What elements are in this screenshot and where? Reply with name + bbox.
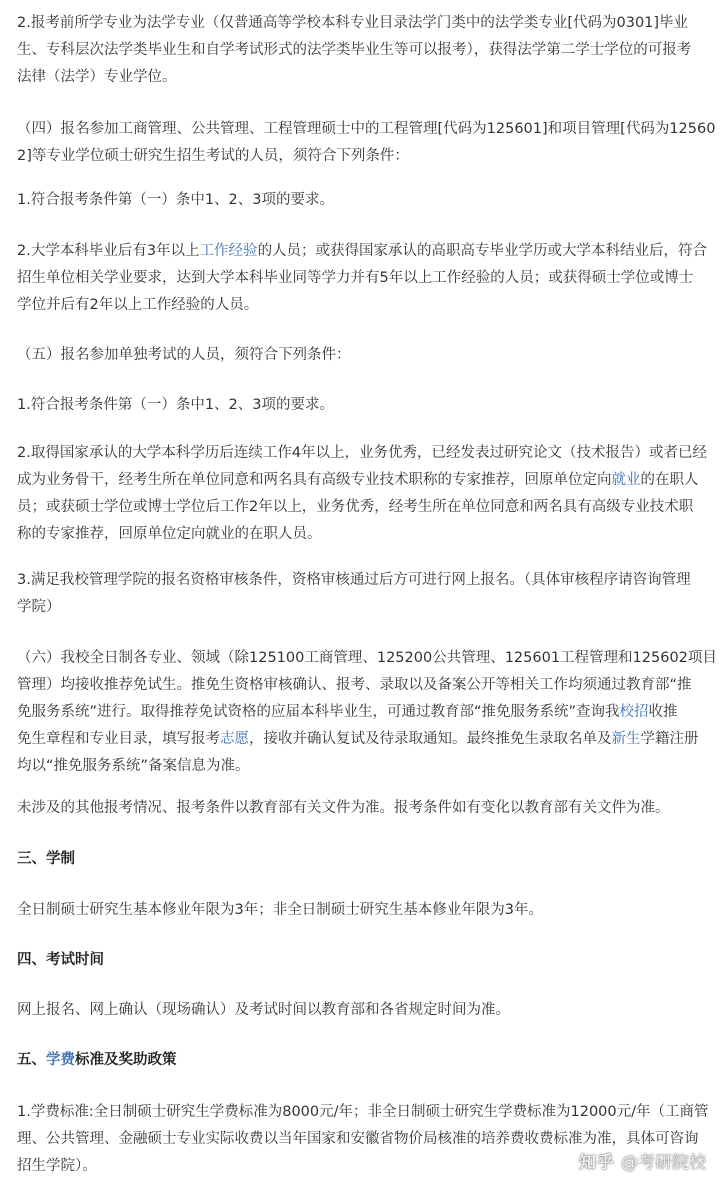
text-segment: 标准及奖助政策 <box>75 1052 177 1068</box>
text-line <box>17 897 703 924</box>
paragraph <box>17 645 717 780</box>
section-heading <box>17 947 703 974</box>
text-line <box>17 116 716 143</box>
inline-link[interactable]: 工作经验 <box>199 243 258 259</box>
text-line <box>17 392 703 419</box>
inline-link[interactable]: 就业 <box>611 472 641 488</box>
text-line <box>17 143 703 170</box>
text-segment: 管理）均接收推荐免试生。推免生资格审核确认、报考、录取以及备案公开等相关工作均须通过教育部“推 <box>17 677 692 693</box>
text-line <box>17 342 703 369</box>
text-segment: 1.学费标准:全日制硕士研究生学费标准为8000元/年；非全日制硕士研究生学费标准为12000元/年（工商管 <box>17 1104 709 1120</box>
text-line <box>17 846 703 873</box>
text-segment: （五）报名参加单独考试的人员，须符合下列条件： <box>17 347 351 363</box>
paragraph <box>17 997 703 1024</box>
text-segment: 学籍注册 <box>640 731 699 747</box>
text-line <box>17 521 703 548</box>
text-segment: 的在职人 <box>640 472 699 488</box>
text-line <box>17 467 703 494</box>
text-segment: 招生单位相关学业要求，达到大学本科毕业同等学力并有5年以上工作经验的人员；或获得硕士学位或博士 <box>17 270 694 286</box>
text-line <box>17 645 717 672</box>
text-segment: 2.报考前所学专业为法学专业（仅普通高等学校本科专业目录法学门类中的法学类专业[代码为0301]毕业 <box>17 15 689 31</box>
text-segment: （四）报名参加工商管理、公共管理、工程管理硕士中的工程管理[代码为125601]和项目管理[代码为12560 <box>17 121 716 137</box>
section-heading <box>17 846 703 873</box>
text-line <box>17 567 703 594</box>
text-segment: 均以“推免服务系统”备案信息为准。 <box>17 758 250 774</box>
text-segment: 法律（法学）专业学位。 <box>17 69 177 85</box>
text-line <box>17 37 703 64</box>
section-heading <box>17 1047 703 1074</box>
text-segment: 3.满足我校管理学院的报名资格审核条件，资格审核通过后方可进行网上报名。（具体审核程序请咨询管理 <box>17 572 691 588</box>
paragraph <box>17 897 703 924</box>
text-line <box>17 1047 703 1074</box>
inline-link[interactable]: 学费 <box>46 1052 75 1068</box>
text-segment: 全日制硕士研究生基本修业年限为3年；非全日制硕士研究生基本修业年限为3年。 <box>17 902 543 918</box>
zhihu-logo: 知乎 <box>579 1153 615 1173</box>
text-segment: 学院） <box>17 599 61 615</box>
text-segment: 2]等专业学位硕士研究生招生考试的人员，须符合下列条件： <box>17 148 409 164</box>
text-segment: 成为业务骨干，经考生所在单位同意和两名具有高级专业技术职称的专家推荐，回原单位定向 <box>17 472 612 488</box>
text-segment: 理、公共管理、金融硕士专业实际收费以当年国家和安徽省物价局核准的培养费收费标准为准，具体可咨询 <box>17 1131 699 1147</box>
text-segment: 学位并后有2年以上工作经验的人员。 <box>17 297 259 313</box>
text-segment: 未涉及的其他报考情况、报考条件以教育部有关文件为准。报考条件如有变化以教育部有关文件为准。 <box>17 800 670 816</box>
text-segment: 1.符合报考条件第（一）条中1、2、3项的要求。 <box>17 192 335 208</box>
text-segment: 招生学院）。 <box>17 1158 97 1174</box>
text-line <box>17 64 703 91</box>
text-segment: 称的专家推荐，回原单位定向就业的在职人员。 <box>17 526 322 542</box>
zhihu-watermark <box>579 1148 706 1173</box>
inline-link[interactable]: 校招 <box>619 704 649 720</box>
paragraph <box>17 10 703 91</box>
text-line <box>17 753 703 780</box>
text-line <box>17 947 703 974</box>
text-line <box>17 726 703 753</box>
text-line <box>17 997 703 1024</box>
text-line <box>17 187 703 214</box>
text-line <box>17 292 703 319</box>
paragraph <box>17 392 703 419</box>
text-segment: 的人员；或获得国家承认的高职高专毕业学历或大学本科结业后，符合 <box>257 243 708 259</box>
text-segment: 2.大学本科毕业后有3年以上 <box>17 243 200 259</box>
text-line <box>17 440 708 467</box>
paragraph <box>17 567 703 621</box>
text-line <box>17 494 703 521</box>
text-line <box>17 672 703 699</box>
text-line <box>17 10 703 37</box>
paragraph <box>17 342 703 369</box>
text-segment: 员；或获硕士学位或博士学位后工作2年以上，业务优秀，经考生所在单位同意和两名具有高级专业技术职 <box>17 499 694 515</box>
text-segment: 免生章程和专业目录，填写报考 <box>17 731 220 747</box>
paragraph <box>17 116 716 170</box>
inline-link[interactable]: 新生 <box>611 731 641 747</box>
text-segment: 五、 <box>17 1052 46 1068</box>
text-segment: 2.取得国家承认的大学本科学历后连续工作4年以上，业务优秀，已经发表过研究论文（技术报告）或者已经 <box>17 445 708 461</box>
text-line <box>17 795 703 822</box>
text-segment: 收推 <box>648 704 678 720</box>
text-line <box>17 594 703 621</box>
text-line <box>17 238 708 265</box>
inline-link[interactable]: 志愿 <box>220 731 249 747</box>
paragraph <box>17 238 708 319</box>
text-line <box>17 1099 709 1126</box>
watermark-handle: @考研院校 <box>621 1153 706 1173</box>
text-segment: ，接收并确认复试及待录取通知。最终推免生录取名单及 <box>249 731 612 747</box>
text-segment: 网上报名、网上确认（现场确认）及考试时间以教育部和各省规定时间为准。 <box>17 1002 510 1018</box>
text-segment: 三、学制 <box>17 851 75 867</box>
text-segment: 四、考试时间 <box>17 952 104 968</box>
text-segment: 生、专科层次法学类毕业生和自学考试形式的法学类毕业生等可以报考），获得法学第二学士学位的可报考 <box>17 42 692 58</box>
text-segment: 免服务系统”进行。取得推荐免试资格的应届本科毕业生，可通过教育部“推免服务系统”查询我 <box>17 704 620 720</box>
paragraph <box>17 187 703 214</box>
text-line <box>17 699 703 726</box>
paragraph <box>17 795 703 822</box>
text-segment: （六）我校全日制各专业、领域（除125100工商管理、125200公共管理、125601工程管理和125602项目 <box>17 650 717 666</box>
text-segment: 1.符合报考条件第（一）条中1、2、3项的要求。 <box>17 397 335 413</box>
paragraph <box>17 440 708 548</box>
text-line <box>17 265 703 292</box>
